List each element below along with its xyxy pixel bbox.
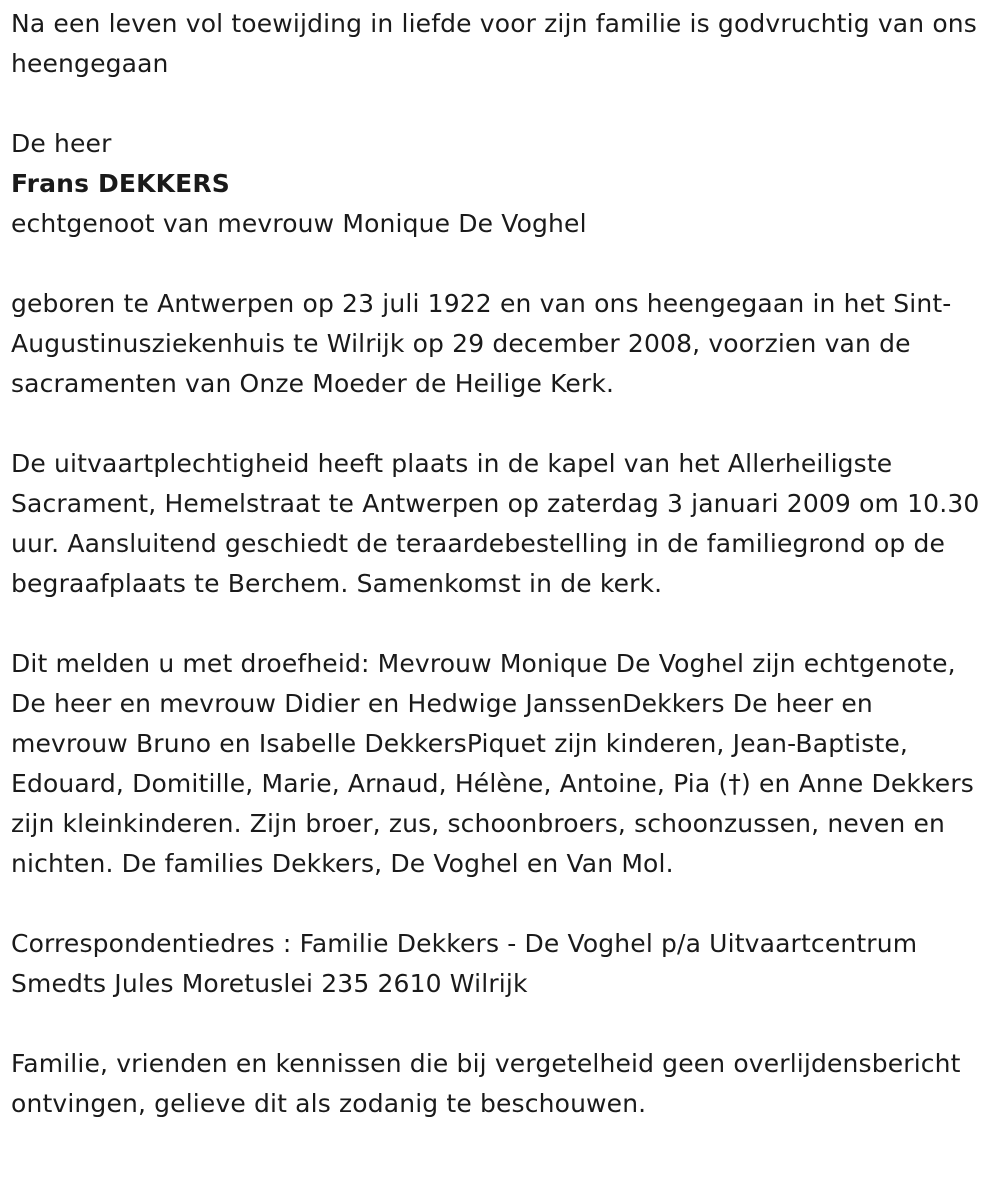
spouse-line: echtgenoot van mevrouw Monique De Voghel (11, 209, 587, 238)
funeral-paragraph: De uitvaartplechtigheid heeft plaats in de kapel van het Allerheiligste Sacrament, Hemelstraat te Antwerpen op zaterdag 3 januari 2009 om 10.30 uur. Aansluitend geschiedt de teraardebestelling in de familiegrond op de begraafplaats te Berchem. Samenkomst in de kerk. (11, 449, 980, 598)
correspondence-paragraph: Correspondentiedres : Familie Dekkers - De Voghel p/a Uitvaartcentrum Smedts Jules Moretuslei 235 2610 Wilrijk (11, 929, 918, 998)
paragraph-spacer (11, 1004, 986, 1044)
obituary-notice (11, 4, 986, 1124)
paragraph-spacer (11, 404, 986, 444)
closing-paragraph: Familie, vrienden en kennissen die bij vergetelheid geen overlijdensbericht ontvingen, gelieve dit als zodanig te beschouwen. (11, 1049, 961, 1118)
paragraph-spacer (11, 244, 986, 284)
paragraph-spacer (11, 884, 986, 924)
paragraph-spacer (11, 604, 986, 644)
intro-paragraph: Na een leven vol toewijding in liefde voor zijn familie is godvruchtig van ons heengegaan (11, 9, 977, 78)
family-paragraph: Dit melden u met droefheid: Mevrouw Monique De Voghel zijn echtgenote, De heer en mevrouw Didier en Hedwige JanssenDekkers De heer en mevrouw Bruno en Isabelle DekkersPiquet zijn kinderen, Jean-Baptiste, Edouard, Domitille, Marie, Arnaud, Hélène, Antoine, Pia (†) en Anne Dekkers zijn kleinkinderen. Zijn broer, zus, schoonbroers, schoonzussen, neven en nichten. De families Dekkers, De Voghel en Van Mol. (11, 649, 974, 878)
deceased-name: Frans DEKKERS (11, 169, 230, 198)
paragraph-spacer (11, 84, 986, 124)
birth-death-paragraph: geboren te Antwerpen op 23 juli 1922 en van ons heengegaan in het Sint-Augustinusziekenhuis te Wilrijk op 29 december 2008, voorzien van de sacramenten van Onze Moeder de Heilige Kerk. (11, 289, 952, 398)
salutation: De heer (11, 129, 112, 158)
